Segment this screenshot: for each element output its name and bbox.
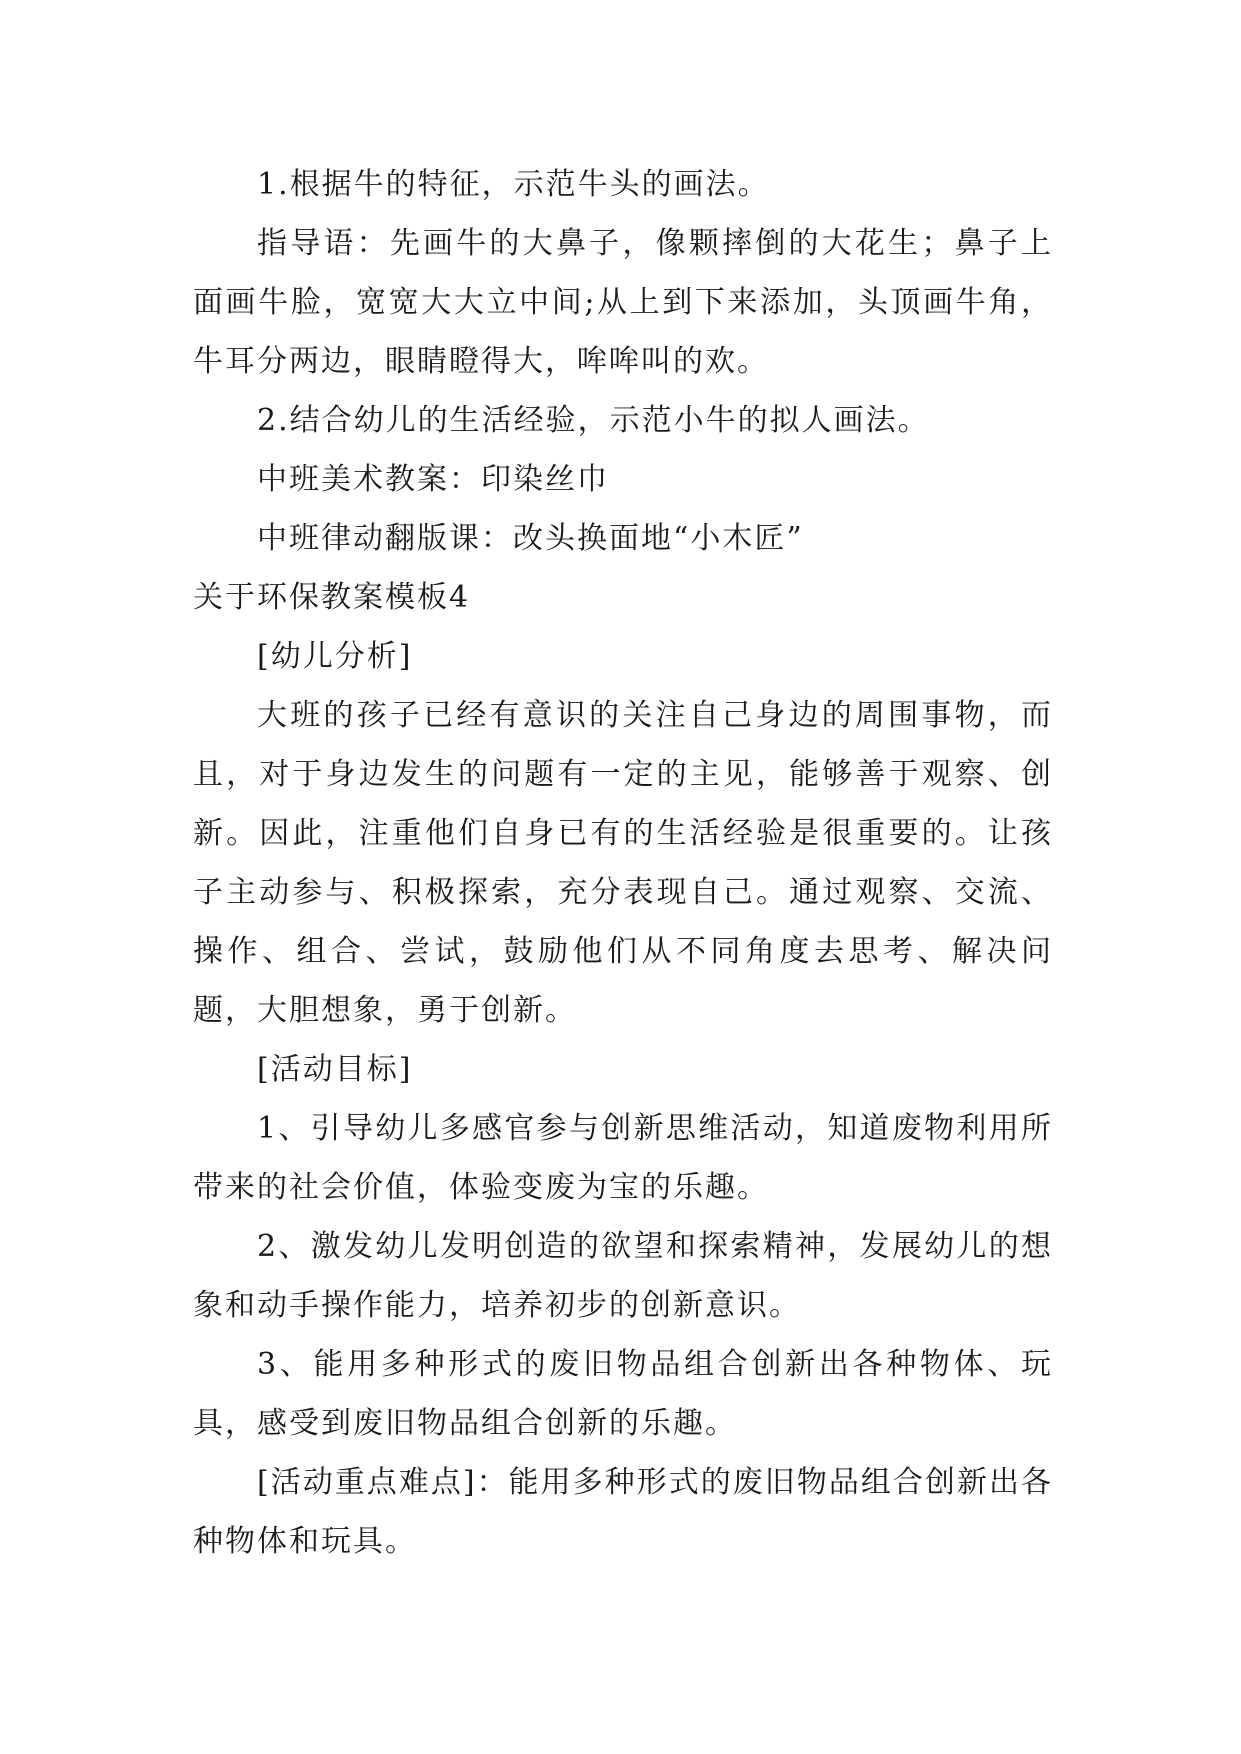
paragraph-step-2: 2.结合幼儿的生活经验，示范小牛的拟人画法。 [257,403,930,438]
paragraph-key-points: [活动重点难点]：能用多种形式的废旧物品组合创新出各种物体和玩具。 [193,1465,1053,1559]
paragraph-goal-1: 1、引导幼儿多感官参与创新思维活动，知道废物利用所带来的社会价值，体验变废为宝的乐趣。 [193,1111,1053,1205]
paragraph-goal-2: 2、激发幼儿发明创造的欲望和探索精神，发展幼儿的想象和动手操作能力，培养初步的创新意识。 [193,1229,1053,1323]
subheading-child-analysis: [幼儿分析] [257,639,413,674]
paragraph-child-analysis: 大班的孩子已经有意识的关注自己身边的周围事物，而且，对于身边发生的问题有一定的主见，能够善于观察、创新。因此，注重他们自身已有的生活经验是很重要的。让孩子主动参与、积极探索，充分表现自己。通过观察、交流、操作、组合、尝试，鼓励他们从不同角度去思考、解决问题，大胆想象，勇于创新。 [193,698,1053,1028]
paragraph-related-lesson-1: 中班美术教案：印染丝巾 [257,462,609,497]
paragraph-step-1: 1.根据牛的特征，示范牛头的画法。 [257,167,770,202]
section-heading: 关于环保教案模板4 [193,580,471,615]
paragraph-guidance: 指导语：先画牛的大鼻子，像颗摔倒的大花生；鼻子上面画牛脸，宽宽大大立中间;从上到下来添加，头顶画牛角，牛耳分两边，眼睛瞪得大，哞哞叫的欢。 [193,226,1053,379]
subheading-activity-goals: [活动目标] [257,1052,413,1087]
paragraph-goal-3: 3、能用多种形式的废旧物品组合创新出各种物体、玩具，感受到废旧物品组合创新的乐趣。 [193,1347,1053,1441]
document-body [193,155,1053,1571]
paragraph-related-lesson-2: 中班律动翻版课：改头换面地“小木匠” [257,521,804,556]
